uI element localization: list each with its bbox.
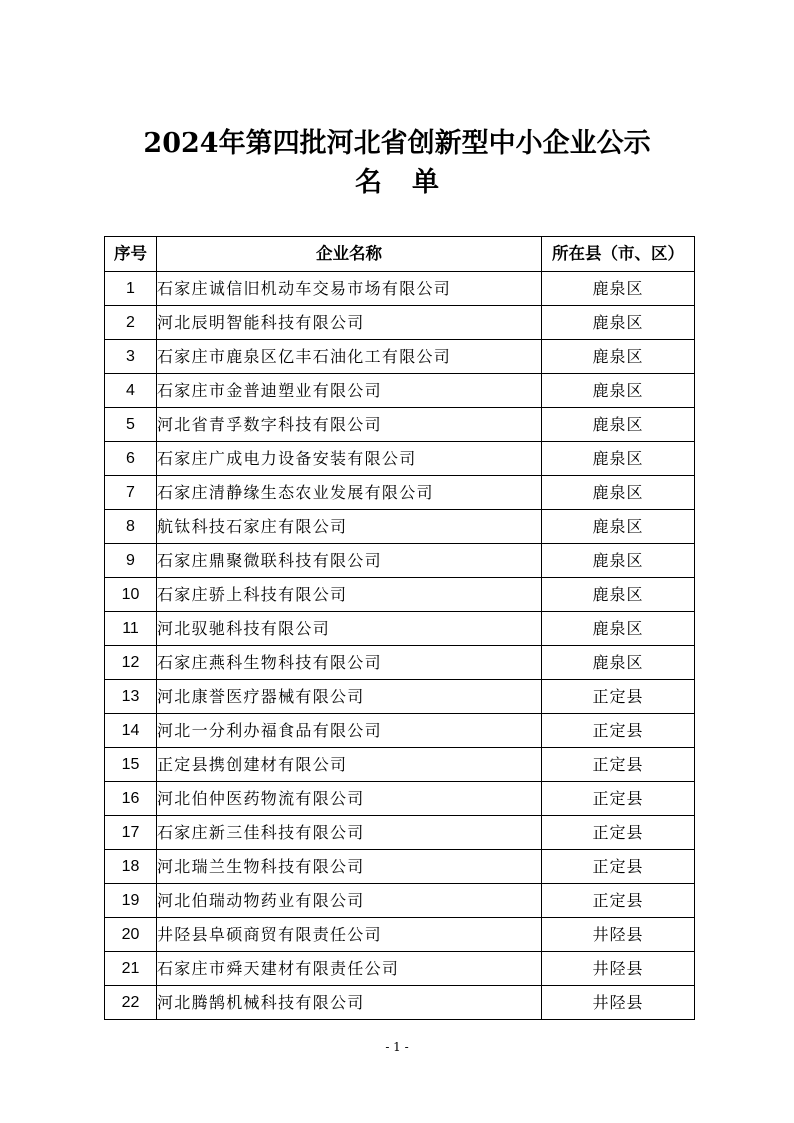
serial-number-cell: 3 — [105, 340, 157, 374]
enterprise-name-cell: 河北一分利办福食品有限公司 — [157, 714, 542, 748]
serial-number-cell: 7 — [105, 476, 157, 510]
county-district-cell: 正定县 — [542, 748, 695, 782]
enterprise-name-cell: 石家庄燕科生物科技有限公司 — [157, 646, 542, 680]
enterprise-name-cell: 石家庄诚信旧机动车交易市场有限公司 — [157, 272, 542, 306]
serial-number-cell: 15 — [105, 748, 157, 782]
enterprise-name-cell: 河北伯瑞动物药业有限公司 — [157, 884, 542, 918]
page-number: - 1 - — [385, 1040, 409, 1054]
county-district-cell: 鹿泉区 — [542, 272, 695, 306]
serial-number-cell: 21 — [105, 952, 157, 986]
enterprise-name-cell: 河北腾鹄机械科技有限公司 — [157, 986, 542, 1020]
serial-number-cell: 4 — [105, 374, 157, 408]
county-district-cell: 鹿泉区 — [542, 612, 695, 646]
serial-number-cell: 1 — [105, 272, 157, 306]
county-district-cell: 鹿泉区 — [542, 306, 695, 340]
table-row — [105, 408, 695, 442]
county-district-cell: 鹿泉区 — [542, 340, 695, 374]
county-district-cell: 鹿泉区 — [542, 510, 695, 544]
enterprise-name-cell: 石家庄骄上科技有限公司 — [157, 578, 542, 612]
table-row — [105, 272, 695, 306]
enterprise-name-cell: 石家庄清静缘生态农业发展有限公司 — [157, 476, 542, 510]
table-body — [105, 272, 695, 1020]
county-district-cell: 井陉县 — [542, 918, 695, 952]
header-enterprise-name: 企业名称 — [157, 237, 542, 272]
enterprise-name-cell: 石家庄广成电力设备安装有限公司 — [157, 442, 542, 476]
table-row — [105, 510, 695, 544]
county-district-cell: 鹿泉区 — [542, 578, 695, 612]
enterprise-name-cell: 石家庄市金普迪塑业有限公司 — [157, 374, 542, 408]
table-row — [105, 476, 695, 510]
table-row — [105, 612, 695, 646]
enterprise-name-cell: 河北驭驰科技有限公司 — [157, 612, 542, 646]
enterprise-name-cell: 河北康誉医疗器械有限公司 — [157, 680, 542, 714]
table-row — [105, 816, 695, 850]
county-district-cell: 正定县 — [542, 782, 695, 816]
county-district-cell: 正定县 — [542, 884, 695, 918]
enterprise-name-cell: 石家庄市鹿泉区亿丰石油化工有限公司 — [157, 340, 542, 374]
table-row — [105, 884, 695, 918]
header-serial-number: 序号 — [105, 237, 157, 272]
serial-number-cell: 5 — [105, 408, 157, 442]
table-row — [105, 306, 695, 340]
enterprise-name-cell: 石家庄市舜天建材有限责任公司 — [157, 952, 542, 986]
table-header-row — [105, 237, 695, 272]
document-title: 2024年第四批河北省创新型中小企业公示 — [143, 128, 651, 159]
enterprise-name-cell: 河北伯仲医药物流有限公司 — [157, 782, 542, 816]
table-row — [105, 442, 695, 476]
enterprise-name-cell: 石家庄鼎聚微联科技有限公司 — [157, 544, 542, 578]
county-district-cell: 鹿泉区 — [542, 646, 695, 680]
enterprise-name-cell: 河北瑞兰生物科技有限公司 — [157, 850, 542, 884]
county-district-cell: 正定县 — [542, 680, 695, 714]
table-row — [105, 374, 695, 408]
county-district-cell: 鹿泉区 — [542, 374, 695, 408]
table-row — [105, 782, 695, 816]
serial-number-cell: 9 — [105, 544, 157, 578]
serial-number-cell: 6 — [105, 442, 157, 476]
county-district-cell: 鹿泉区 — [542, 442, 695, 476]
serial-number-cell: 13 — [105, 680, 157, 714]
county-district-cell: 正定县 — [542, 714, 695, 748]
table-row — [105, 680, 695, 714]
enterprise-name-cell: 河北辰明智能科技有限公司 — [157, 306, 542, 340]
serial-number-cell: 12 — [105, 646, 157, 680]
county-district-cell: 正定县 — [542, 850, 695, 884]
table-row — [105, 918, 695, 952]
county-district-cell: 鹿泉区 — [542, 476, 695, 510]
table-row — [105, 646, 695, 680]
serial-number-cell: 20 — [105, 918, 157, 952]
serial-number-cell: 17 — [105, 816, 157, 850]
document-subtitle: 名单 — [355, 167, 469, 198]
county-district-cell: 井陉县 — [542, 952, 695, 986]
county-district-cell: 井陉县 — [542, 986, 695, 1020]
enterprise-name-cell: 正定县携创建材有限公司 — [157, 748, 542, 782]
header-county-district: 所在县（市、区） — [542, 237, 695, 272]
serial-number-cell: 16 — [105, 782, 157, 816]
serial-number-cell: 14 — [105, 714, 157, 748]
serial-number-cell: 18 — [105, 850, 157, 884]
table-row — [105, 340, 695, 374]
serial-number-cell: 11 — [105, 612, 157, 646]
table-row — [105, 850, 695, 884]
table-row — [105, 748, 695, 782]
serial-number-cell: 8 — [105, 510, 157, 544]
county-district-cell: 鹿泉区 — [542, 408, 695, 442]
table-row — [105, 578, 695, 612]
serial-number-cell: 19 — [105, 884, 157, 918]
table-row — [105, 544, 695, 578]
enterprise-table — [104, 236, 695, 1020]
county-district-cell: 鹿泉区 — [542, 544, 695, 578]
table-row — [105, 952, 695, 986]
enterprise-name-cell: 井陉县阜硕商贸有限责任公司 — [157, 918, 542, 952]
county-district-cell: 正定县 — [542, 816, 695, 850]
enterprise-name-cell: 河北省青孚数字科技有限公司 — [157, 408, 542, 442]
serial-number-cell: 22 — [105, 986, 157, 1020]
serial-number-cell: 10 — [105, 578, 157, 612]
enterprise-name-cell: 航钛科技石家庄有限公司 — [157, 510, 542, 544]
table-row — [105, 986, 695, 1020]
serial-number-cell: 2 — [105, 306, 157, 340]
table-row — [105, 714, 695, 748]
enterprise-name-cell: 石家庄新三佳科技有限公司 — [157, 816, 542, 850]
